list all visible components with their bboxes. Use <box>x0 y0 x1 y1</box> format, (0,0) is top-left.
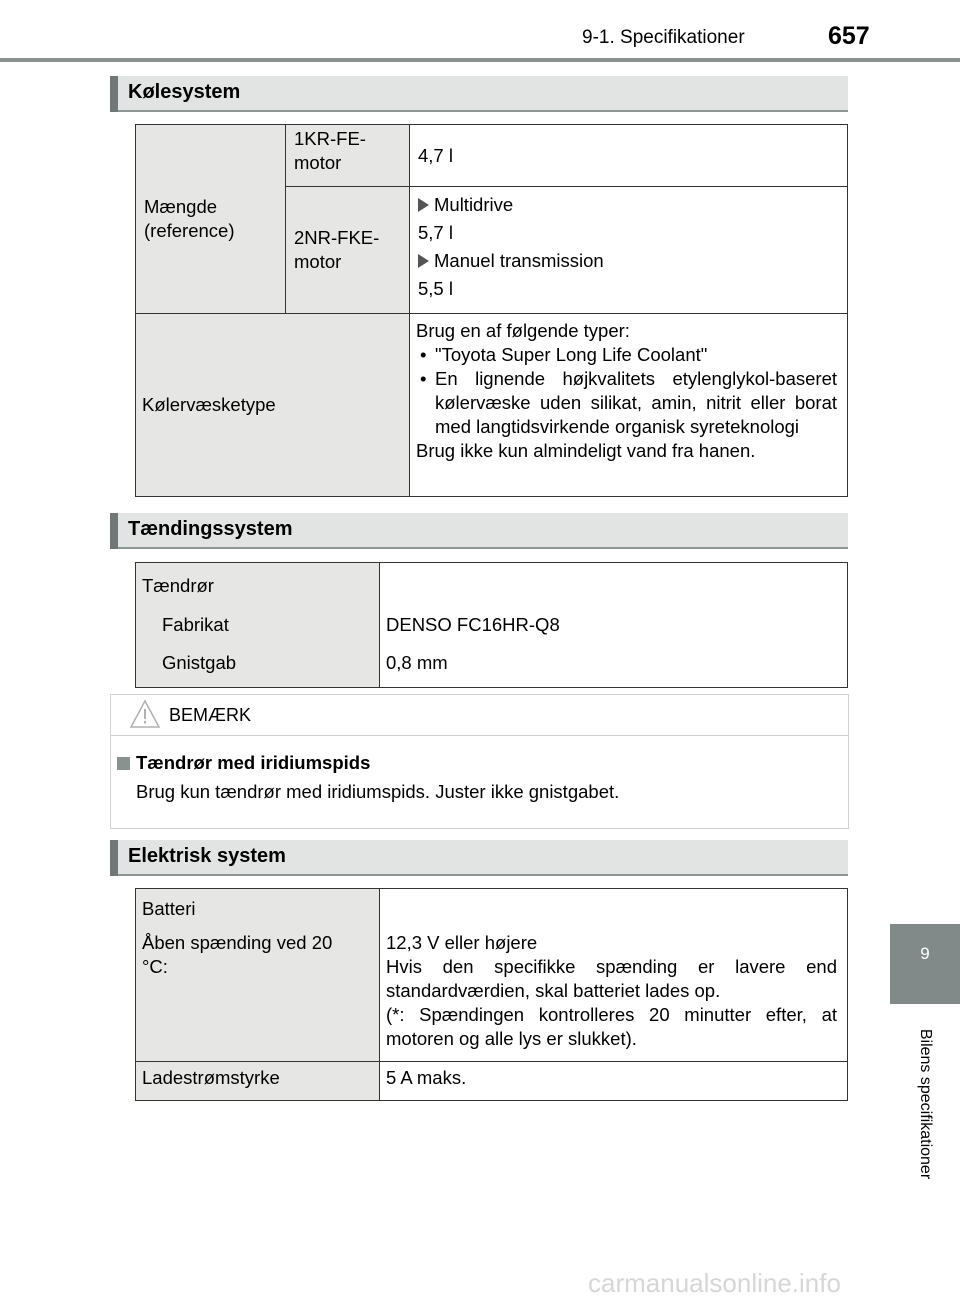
voltage-value: 12,3 V eller højere <box>386 932 538 953</box>
coolant-intro: Brug en af følgende typer: <box>416 320 630 341</box>
note-title: BEMÆRK <box>169 705 252 725</box>
header-rule <box>0 58 960 62</box>
engine1-value: 4,7 l <box>410 125 848 187</box>
warning-icon <box>129 699 161 729</box>
manual-value: 5,5 l <box>418 278 453 299</box>
note-text: Brug kun tændrør med iridiumspids. Juster ikke gnistgabet. <box>136 781 620 802</box>
multidrive-label: Multidrive <box>434 194 514 215</box>
battery-values <box>380 889 848 1062</box>
battery-label: Batteri <box>142 898 196 919</box>
ignition-labels <box>136 563 380 688</box>
gap-label: Gnistgab <box>162 652 237 673</box>
coolant-outro: Brug ikke kun almindeligt vand fra hanen. <box>416 440 756 461</box>
section-header-label: Elektrisk system <box>128 845 286 867</box>
page-number: 657 <box>828 22 870 50</box>
square-bullet-icon <box>117 757 130 770</box>
section-header-electrical <box>110 840 848 876</box>
engine2-label: 2NR-FKE-motor <box>286 187 410 314</box>
battery-labels <box>136 889 380 1062</box>
section-title: 9-1. Specifikationer <box>582 27 745 48</box>
manual-label: Manuel transmission <box>434 250 604 271</box>
coolant-label: Kølervæsketype <box>136 314 410 497</box>
cooling-table <box>135 124 848 497</box>
watermark: carmanualsonline.info <box>588 1268 841 1298</box>
multidrive-row <box>418 191 839 219</box>
ignition-table <box>135 562 848 688</box>
plug-label: Tændrør <box>142 575 214 596</box>
voltage-label: Åben spænding ved 20 °C: <box>142 932 333 977</box>
make-value: DENSO FC16HR-Q8 <box>386 613 560 635</box>
coolant-list <box>416 343 837 439</box>
section-header-cooling <box>110 76 848 112</box>
voltage-footnote: (*: Spændingen kontrolleres 20 minutter efter, at motoren og alle lys er slukket). <box>386 1004 837 1049</box>
note-box <box>110 694 849 829</box>
electrical-table <box>135 888 848 1101</box>
make-label: Fabrikat <box>162 613 229 635</box>
note-subtitle: Tændrør med iridiumspids <box>136 752 371 773</box>
gap-value: 0,8 mm <box>386 652 448 673</box>
engine1-label: 1KR-FE-motor <box>286 125 410 187</box>
charge-label: Ladestrømstyrke <box>136 1062 380 1101</box>
charge-value: 5 A maks. <box>380 1062 848 1101</box>
ignition-values <box>380 563 848 688</box>
engine2-values <box>410 187 848 314</box>
voltage-note: Hvis den specifikke spænding er lavere end standardværdien, skal batteriet lades op. <box>386 956 837 1001</box>
coolant-value <box>410 314 848 497</box>
list-item: • En lignende højkvalitets etylenglykol-baseret kølervæske uden silikat, amin, nitrit eller borat med langtidsvirkende organisk syreteknologi <box>416 367 837 439</box>
section-header-ignition <box>110 513 848 549</box>
triangle-bullet-icon <box>418 254 429 268</box>
chapter-title: Bilens specifikationer <box>917 1028 934 1180</box>
multidrive-value: 5,7 l <box>418 222 453 243</box>
triangle-bullet-icon <box>418 198 429 212</box>
section-header-label: Kølesystem <box>128 81 241 103</box>
manual-row <box>418 247 839 275</box>
amount-label: Mængde (reference) <box>136 125 286 314</box>
chapter-label <box>890 1004 960 1204</box>
section-header-label: Tændingssystem <box>128 518 293 540</box>
chapter-tab[interactable] <box>890 924 960 1004</box>
chapter-number: 9 <box>920 944 930 963</box>
note-header <box>111 695 848 736</box>
list-item: • "Toyota Super Long Life Coolant" <box>416 343 837 367</box>
